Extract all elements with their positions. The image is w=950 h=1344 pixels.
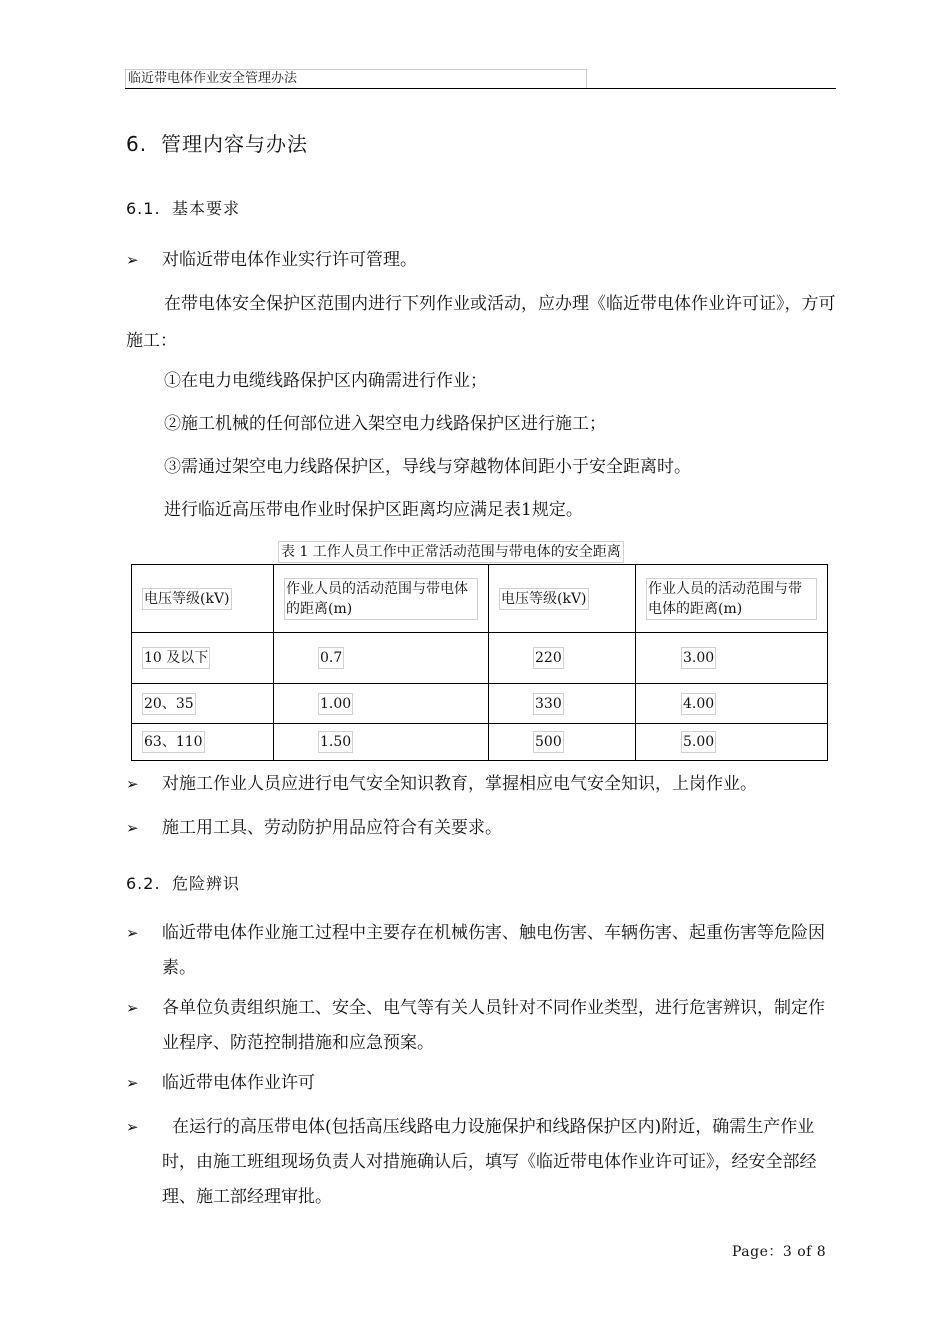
bullet-text: 临近带电体作业许可 bbox=[162, 1073, 315, 1093]
header-divider bbox=[125, 88, 836, 89]
arrow-bullet-icon: ➢ bbox=[126, 924, 139, 942]
table-header-cell: 电压等级(kV) bbox=[132, 565, 274, 633]
table-cell: 330 bbox=[489, 684, 636, 724]
arrow-bullet-icon: ➢ bbox=[126, 819, 139, 837]
page-number: Page：3 of 8 bbox=[732, 1244, 827, 1260]
bullet-text: 在运行的高压带电体(包括高压线路电力设施保护和线路保护区内)附近，确需生产作业时，由施工班组现场负责人对措施确认后，填写《临近带电体作业许可证》，经安全部经理、施工部经理审批。 bbox=[162, 1117, 817, 1207]
table-cell: 5.00 bbox=[636, 724, 828, 761]
bullet-text: 临近带电体作业施工过程中主要存在机械伤害、触电伤害、车辆伤害、起重伤害等危险因素。 bbox=[162, 923, 825, 978]
bullet-text: 施工用工具、劳动防护用品应符合有关要求。 bbox=[162, 818, 502, 838]
table-row bbox=[132, 684, 828, 724]
table-caption: 表 1 工作人员工作中正常活动范围与带电体的安全距离 bbox=[278, 541, 624, 563]
bullet-text: 对临近带电体作业实行许可管理。 bbox=[162, 250, 417, 270]
table-header-cell: 作业人员的活动范围与带电体的距离(m) bbox=[274, 565, 489, 633]
arrow-bullet-icon: ➢ bbox=[126, 775, 139, 793]
paragraph-table-ref: 进行临近高压带电作业时保护区距离均应满足表1规定。 bbox=[164, 500, 583, 520]
section-6-1-number: 6.1. bbox=[126, 199, 161, 218]
section-6-number: 6. bbox=[126, 132, 148, 156]
table-row bbox=[132, 633, 828, 684]
header-title: 临近带电体作业安全管理办法 bbox=[128, 71, 298, 86]
bullet-text: 对施工作业人员应进行电气安全知识教育，掌握相应电气安全知识，上岗作业。 bbox=[162, 774, 757, 794]
table-cell: 4.00 bbox=[636, 684, 828, 724]
section-6-2-title: 危险辨识 bbox=[172, 874, 241, 893]
table-cell: 1.50 bbox=[274, 724, 489, 761]
section-6-1-heading bbox=[126, 198, 240, 220]
bullet-item bbox=[126, 811, 836, 846]
section-6-heading bbox=[126, 130, 308, 158]
table-cell: 0.7 bbox=[274, 633, 489, 684]
arrow-bullet-icon: ➢ bbox=[126, 999, 139, 1017]
table-cell: 1.00 bbox=[274, 684, 489, 724]
arrow-bullet-icon: ➢ bbox=[126, 1074, 139, 1092]
safety-distance-table bbox=[131, 564, 828, 761]
table-cell: 63、110 bbox=[132, 724, 274, 761]
table-header-row bbox=[132, 565, 828, 633]
table-row bbox=[132, 724, 828, 761]
table-header-cell: 电压等级(kV) bbox=[489, 565, 636, 633]
table-cell: 3.00 bbox=[636, 633, 828, 684]
section-6-title: 管理内容与办法 bbox=[161, 132, 308, 156]
bullet-item bbox=[126, 991, 836, 1061]
table-header-cell: 作业人员的活动范围与带电体的距离(m) bbox=[636, 565, 828, 633]
table-cell: 500 bbox=[489, 724, 636, 761]
list-item-2: ②施工机械的任何部位进入架空电力线路保护区进行施工； bbox=[164, 414, 606, 434]
section-6-2-heading bbox=[126, 873, 240, 895]
section-6-2-number: 6.2. bbox=[126, 874, 161, 893]
bullet-item bbox=[126, 916, 836, 986]
list-item-1: ①在电力电缆线路保护区内确需进行作业； bbox=[164, 371, 487, 391]
arrow-bullet-icon: ➢ bbox=[126, 251, 139, 269]
table-cell: 10 及以下 bbox=[132, 633, 274, 684]
section-6-1-title: 基本要求 bbox=[172, 199, 241, 218]
table-cell: 220 bbox=[489, 633, 636, 684]
bullet-item bbox=[126, 1110, 836, 1215]
bullet-text: 各单位负责组织施工、安全、电气等有关人员针对不同作业类型，进行危害辨识，制定作业程序、防范控制措施和应急预案。 bbox=[162, 998, 825, 1053]
bullet-item bbox=[126, 243, 836, 278]
paragraph-permit: 在带电体安全保护区范围内进行下列作业或活动，应办理《临近带电体作业许可证》，方可施工： bbox=[126, 294, 836, 351]
table-cell: 20、35 bbox=[132, 684, 274, 724]
bullet-item bbox=[126, 1066, 836, 1101]
arrow-bullet-icon: ➢ bbox=[126, 1118, 139, 1136]
bullet-item bbox=[126, 767, 836, 802]
list-item-3: ③需通过架空电力线路保护区，导线与穿越物体间距小于安全距离时。 bbox=[164, 457, 691, 477]
